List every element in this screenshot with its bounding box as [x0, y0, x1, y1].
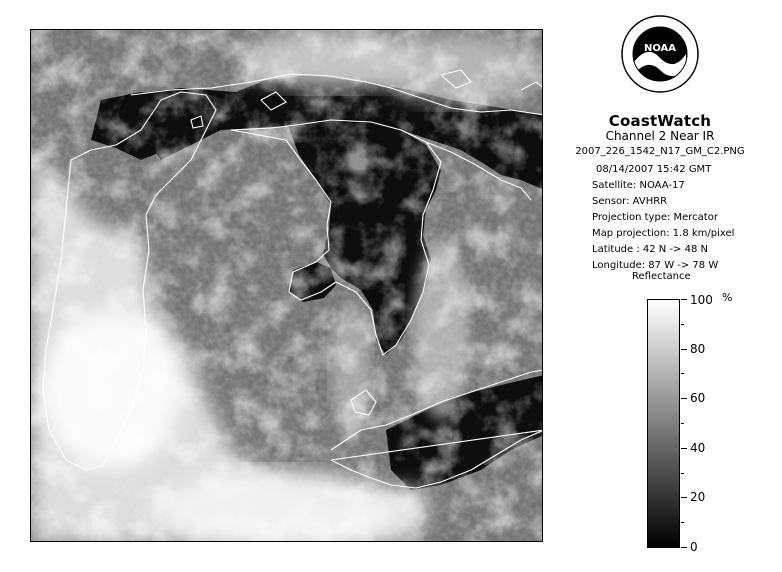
- colorbar-tick: [681, 522, 684, 523]
- tick-label: 80: [690, 342, 706, 356]
- colorbar-tick: [681, 373, 684, 374]
- noaa-logo: [620, 14, 700, 94]
- colorbar-tick: [681, 473, 684, 474]
- cloud-cover: [31, 30, 543, 542]
- noaa-logo-text: NOAA: [643, 43, 677, 54]
- colorbar-tick: [681, 349, 687, 350]
- colorbar-unit: %: [722, 291, 733, 304]
- product-filename: 2007_226_1542_N17_GM_C2.PNG: [575, 146, 745, 157]
- meta-satellite: Satellite: NOAA-17: [592, 180, 685, 191]
- tick-label: 20: [690, 490, 706, 504]
- tick-label: 40: [690, 441, 706, 455]
- colorbar-tick: [681, 547, 687, 548]
- colorbar-tick: [681, 423, 684, 424]
- colorbar-label: Reflectance: [632, 271, 691, 282]
- meta-datetime: 08/14/2007 15:42 GMT: [596, 164, 712, 175]
- meta-map-projection: Map projection: 1.8 km/pixel: [592, 228, 735, 239]
- noaa-logo-icon: [620, 14, 700, 94]
- meta-longitude: Longitude: 87 W -> 78 W: [592, 260, 719, 271]
- colorbar-tick: [681, 448, 687, 449]
- product-subtitle: Channel 2 Near IR: [605, 129, 715, 143]
- colorbar-scale: [647, 299, 680, 548]
- tick-label: 0: [690, 540, 698, 554]
- tick-label: 60: [690, 391, 706, 405]
- satellite-map: [31, 30, 543, 542]
- colorbar-tick: [681, 497, 687, 498]
- meta-projection-type: Projection type: Mercator: [592, 212, 718, 223]
- tick-label: 100: [690, 293, 713, 307]
- product-title: CoastWatch: [608, 112, 712, 130]
- colorbar-tick: [681, 299, 687, 300]
- satellite-image: [30, 29, 543, 542]
- colorbar-tick: [681, 398, 687, 399]
- colorbar-tick: [681, 324, 684, 325]
- meta-latitude: Latitude : 42 N -> 48 N: [592, 244, 708, 255]
- meta-sensor: Sensor: AVHRR: [592, 196, 668, 207]
